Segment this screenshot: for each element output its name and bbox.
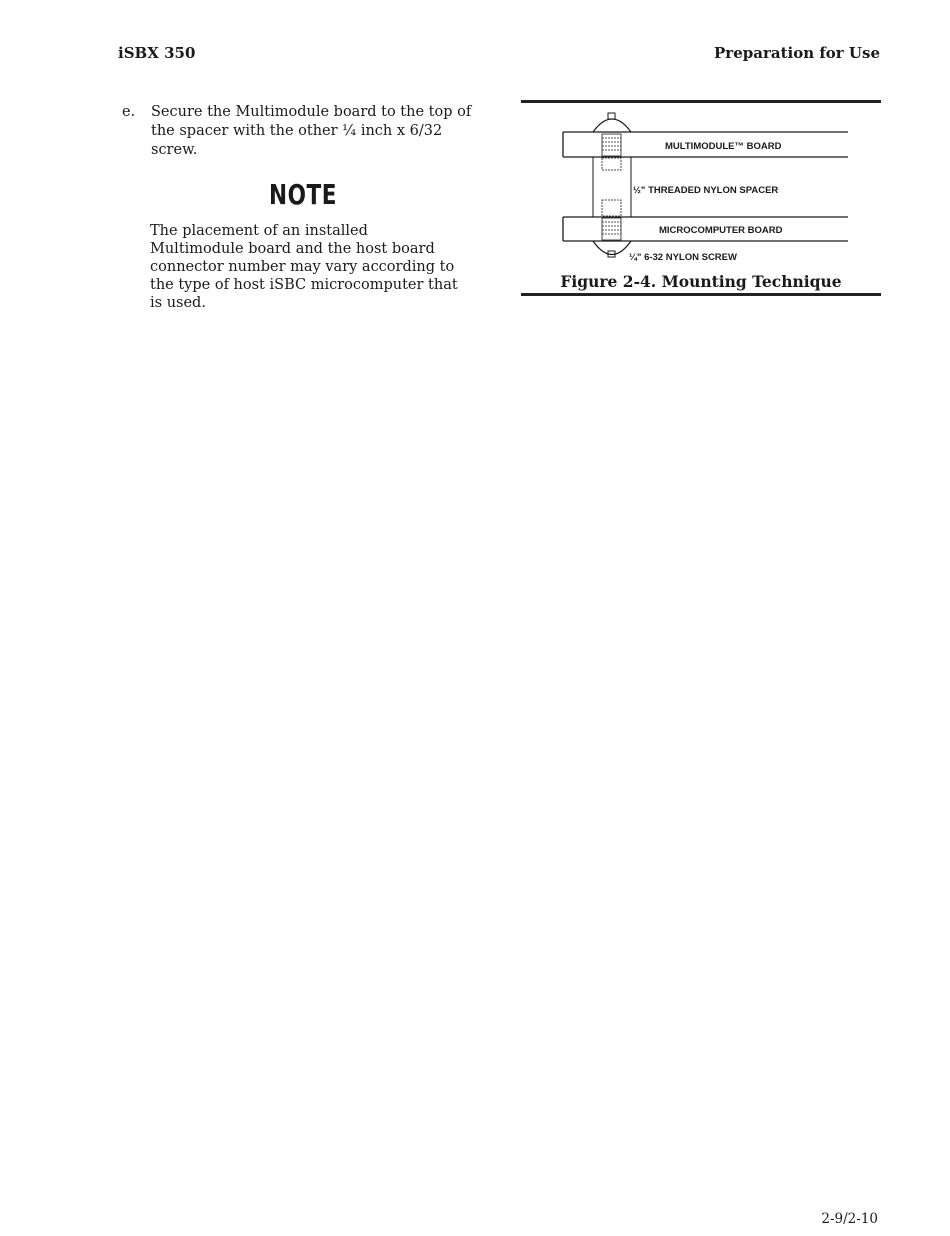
procedure-step-e <box>122 103 492 160</box>
running-header-section: Preparation for Use <box>714 44 880 62</box>
figure-mounting-technique <box>521 100 881 300</box>
label-multimodule-board: MULTIMODULE™ BOARD <box>665 141 782 152</box>
page-number: 2-9/2-10 <box>821 1211 878 1227</box>
top-screw-head <box>593 119 631 132</box>
step-text: Secure the Multimodule board to the top of the spacer with the other ¼ inch x 6/32 screw. <box>151 104 472 158</box>
bottom-screw-head <box>593 241 631 255</box>
label-spacer: ½" THREADED NYLON SPACER <box>633 185 779 196</box>
note-heading: NOTE <box>269 178 337 212</box>
step-letter: e. <box>122 104 136 120</box>
mounting-diagram <box>521 100 881 272</box>
note-body: The placement of an installed Multimodule board and the host board connector number may vary according to the type of host iSBC microcomputer that is used. <box>150 223 458 311</box>
top-screw-slot <box>608 113 615 119</box>
figure-caption: Figure 2-4. Mounting Technique <box>560 272 842 291</box>
figure-bottom-rule <box>521 293 881 296</box>
bottom-thread-marks <box>602 200 621 240</box>
label-microcomputer-board: MICROCOMPUTER BOARD <box>659 225 783 236</box>
running-header-title: iSBX 350 <box>118 44 196 62</box>
label-screw: ¼" 6-32 NYLON SCREW <box>629 252 737 263</box>
